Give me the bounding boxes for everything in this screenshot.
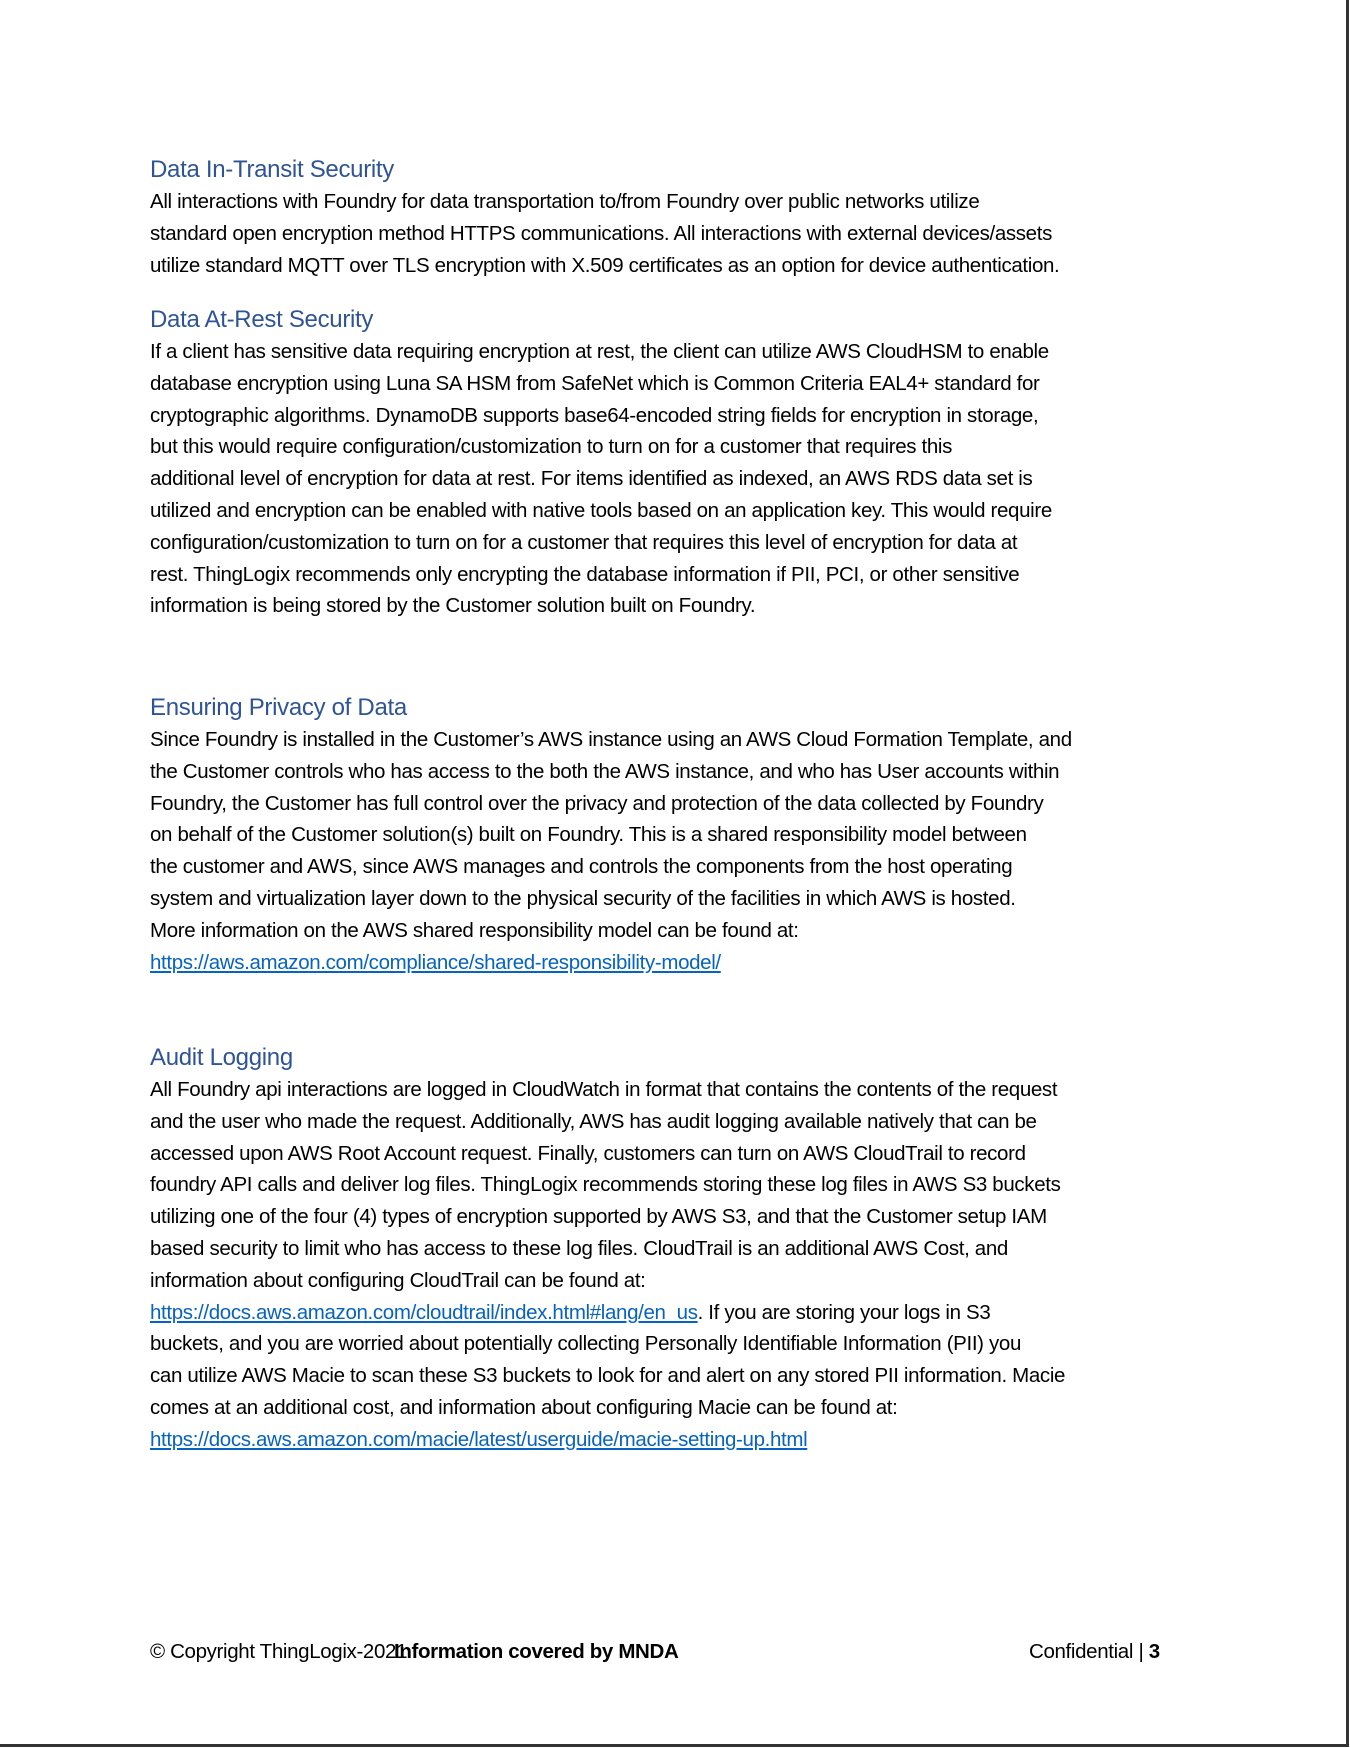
- paragraph-line: All interactions with Foundry for data transportation to/from Foundry over public networks utilize: [150, 190, 980, 213]
- page-footer: [150, 1636, 1190, 1668]
- cloudtrail-docs-link[interactable]: https://docs.aws.amazon.com/cloudtrail/index.html#lang/en_us: [150, 1300, 698, 1324]
- paragraph-line: and the user who made the request. Additionally, AWS has audit logging available natively that can be: [150, 1109, 1037, 1133]
- paragraph-line: database encryption using Luna SA HSM from SafeNet which is Common Criteria EAL4+ standard for: [150, 371, 1040, 395]
- paragraph-line: can utilize AWS Macie to scan these S3 buckets to look for and alert on any stored PII information. Macie: [150, 1364, 1066, 1388]
- paragraph-line: system and virtualization layer down to the physical security of the facilities in which AWS is hosted.: [150, 886, 1016, 910]
- section-heading: Data In-Transit Security: [150, 156, 394, 183]
- copyright-text: © Copyright ThingLogix-2021: [150, 1640, 408, 1663]
- paragraph-line: comes at an additional cost, and information about configuring Macie can be found at:: [150, 1395, 898, 1419]
- paragraph-text: . If you are storing your logs in S3: [697, 1300, 991, 1324]
- paragraph-line: rest. ThingLogix recommends only encrypting the database information if PII, PCI, or other sensitive: [150, 562, 1020, 586]
- page-number: 3: [1148, 1640, 1160, 1663]
- link-line: [150, 947, 1200, 979]
- section-data-at-rest: [150, 304, 1200, 622]
- paragraph-line: but this would require configuration/customization to turn on for a customer that requires this: [150, 435, 952, 459]
- confidential-label: [1029, 1636, 1160, 1668]
- paragraph-line: on behalf of the Customer solution(s) built on Foundry. This is a shared responsibility model between: [150, 823, 1027, 847]
- paragraph-line: standard open encryption method HTTPS communications. All interactions with external devices/assets: [150, 221, 1052, 245]
- section-heading: Audit Logging: [150, 1044, 293, 1071]
- paragraph-line: based security to limit who has access to these log files. CloudTrail is an additional AWS Cost, and: [150, 1236, 1008, 1260]
- paragraph-line: information about configuring CloudTrail can be found at:: [150, 1268, 646, 1292]
- paragraph-line: configuration/customization to turn on for a customer that requires this level of encryption for data at: [150, 530, 1018, 554]
- paragraph-line: Foundry, the Customer has full control over the privacy and protection of the data collected by Foundry: [150, 791, 1044, 815]
- paragraph-line: All Foundry api interactions are logged in CloudWatch in format that contains the contents of the request: [150, 1078, 1058, 1101]
- paragraph-line: utilizing one of the four (4) types of encryption supported by AWS S3, and that the Customer setup IAM: [150, 1205, 1047, 1229]
- paragraph-line: the Customer controls who has access to the both the AWS instance, and who has User accounts within: [150, 759, 1060, 783]
- paragraph-line: accessed upon AWS Root Account request. Finally, customers can turn on AWS CloudTrail to record: [150, 1141, 1026, 1165]
- section-data-in-transit: [150, 154, 1200, 281]
- paragraph-line: More information on the AWS shared responsibility model can be found at:: [150, 918, 799, 942]
- macie-docs-link[interactable]: https://docs.aws.amazon.com/macie/latest/userguide/macie-setting-up.html: [150, 1427, 808, 1451]
- link-line: [150, 1424, 1200, 1456]
- link-line: [150, 1297, 1200, 1329]
- paragraph-line: utilized and encryption can be enabled with native tools based on an application key. This would require: [150, 498, 1052, 522]
- paragraph-line: Since Foundry is installed in the Customer’s AWS instance using an AWS Cloud Formation Template, and: [150, 728, 1072, 751]
- paragraph-line: foundry API calls and deliver log files. ThingLogix recommends storing these log files in AWS S3 buckets: [150, 1173, 1061, 1197]
- paragraph-line: additional level of encryption for data at rest. For items identified as indexed, an AWS RDS data set is: [150, 467, 1033, 491]
- mnda-notice: Information covered by MNDA: [394, 1640, 679, 1663]
- section-ensuring-privacy: [150, 692, 1200, 978]
- paragraph-line: the customer and AWS, since AWS manages and controls the components from the host operating: [150, 855, 1013, 879]
- paragraph-line: buckets, and you are worried about potentially collecting Personally Identifiable Information (PII) you: [150, 1332, 1022, 1356]
- section-heading: Data At-Rest Security: [150, 306, 374, 333]
- section-heading: Ensuring Privacy of Data: [150, 694, 407, 721]
- paragraph-line: utilize standard MQTT over TLS encryption with X.509 certificates as an option for device authentication.: [150, 253, 1060, 277]
- separator: |: [1138, 1640, 1144, 1663]
- shared-responsibility-link[interactable]: https://aws.amazon.com/compliance/shared-responsibility-model/: [150, 950, 721, 974]
- paragraph-line: cryptographic algorithms. DynamoDB supports base64-encoded string fields for encryption in storage,: [150, 403, 1039, 427]
- section-audit-logging: [150, 1042, 1200, 1456]
- paragraph-line: If a client has sensitive data requiring encryption at rest, the client can utilize AWS CloudHSM to enable: [150, 340, 1049, 363]
- confidential-text: Confidential: [1029, 1640, 1134, 1663]
- paragraph-line: information is being stored by the Customer solution built on Foundry.: [150, 594, 756, 618]
